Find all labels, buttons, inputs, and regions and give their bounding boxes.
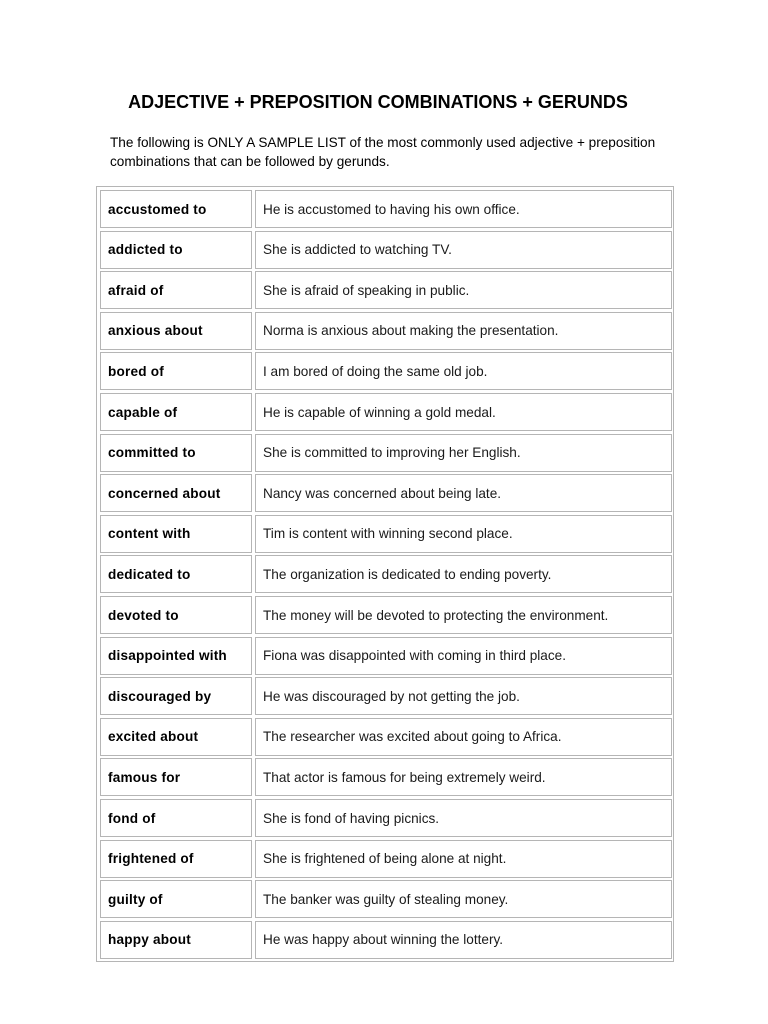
table-row bbox=[100, 190, 672, 228]
term-cell: anxious about bbox=[100, 312, 252, 350]
example-cell: The banker was guilty of stealing money. bbox=[255, 880, 672, 918]
example-cell: She is fond of having picnics. bbox=[255, 799, 672, 837]
table-row bbox=[100, 393, 672, 431]
example-cell: Tim is content with winning second place. bbox=[255, 515, 672, 553]
table-row bbox=[100, 555, 672, 593]
term-cell: concerned about bbox=[100, 474, 252, 512]
table-row bbox=[100, 515, 672, 553]
table-row bbox=[100, 677, 672, 715]
term-cell: content with bbox=[100, 515, 252, 553]
table-row bbox=[100, 718, 672, 756]
table-row bbox=[100, 271, 672, 309]
table-row bbox=[100, 434, 672, 472]
example-cell: She is addicted to watching TV. bbox=[255, 231, 672, 269]
example-cell: The money will be devoted to protecting the environment. bbox=[255, 596, 672, 634]
example-cell: I am bored of doing the same old job. bbox=[255, 352, 672, 390]
table-row bbox=[100, 312, 672, 350]
table-row bbox=[100, 231, 672, 269]
term-cell: capable of bbox=[100, 393, 252, 431]
example-cell: Nancy was concerned about being late. bbox=[255, 474, 672, 512]
example-cell: He is capable of winning a gold medal. bbox=[255, 393, 672, 431]
table-row bbox=[100, 637, 672, 675]
term-cell: famous for bbox=[100, 758, 252, 796]
term-cell: dedicated to bbox=[100, 555, 252, 593]
term-cell: bored of bbox=[100, 352, 252, 390]
term-cell: accustomed to bbox=[100, 190, 252, 228]
example-cell: He was happy about winning the lottery. bbox=[255, 921, 672, 959]
term-cell: frightened of bbox=[100, 840, 252, 878]
table-row bbox=[100, 474, 672, 512]
example-cell: He was discouraged by not getting the job. bbox=[255, 677, 672, 715]
example-cell: She is frightened of being alone at night. bbox=[255, 840, 672, 878]
table-row bbox=[100, 880, 672, 918]
term-cell: fond of bbox=[100, 799, 252, 837]
example-cell: Norma is anxious about making the presentation. bbox=[255, 312, 672, 350]
table-row bbox=[100, 799, 672, 837]
example-cell: She is afraid of speaking in public. bbox=[255, 271, 672, 309]
term-cell: addicted to bbox=[100, 231, 252, 269]
term-cell: discouraged by bbox=[100, 677, 252, 715]
example-cell: That actor is famous for being extremely weird. bbox=[255, 758, 672, 796]
intro-paragraph: The following is ONLY A SAMPLE LIST of the most commonly used adjective + preposition combinations that can be followed by gerunds. bbox=[110, 135, 656, 169]
combinations-table bbox=[96, 186, 674, 962]
page-title: ADJECTIVE + PREPOSITION COMBINATIONS + GERUNDS bbox=[128, 92, 628, 112]
term-cell: excited about bbox=[100, 718, 252, 756]
term-cell: disappointed with bbox=[100, 637, 252, 675]
example-cell: He is accustomed to having his own office. bbox=[255, 190, 672, 228]
example-cell: The researcher was excited about going to Africa. bbox=[255, 718, 672, 756]
example-cell: She is committed to improving her English. bbox=[255, 434, 672, 472]
term-cell: guilty of bbox=[100, 880, 252, 918]
table-row bbox=[100, 840, 672, 878]
table-row bbox=[100, 352, 672, 390]
term-cell: devoted to bbox=[100, 596, 252, 634]
term-cell: committed to bbox=[100, 434, 252, 472]
table-row bbox=[100, 921, 672, 959]
example-cell: The organization is dedicated to ending poverty. bbox=[255, 555, 672, 593]
example-cell: Fiona was disappointed with coming in third place. bbox=[255, 637, 672, 675]
table-row bbox=[100, 758, 672, 796]
term-cell: happy about bbox=[100, 921, 252, 959]
term-cell: afraid of bbox=[100, 271, 252, 309]
table-row bbox=[100, 596, 672, 634]
